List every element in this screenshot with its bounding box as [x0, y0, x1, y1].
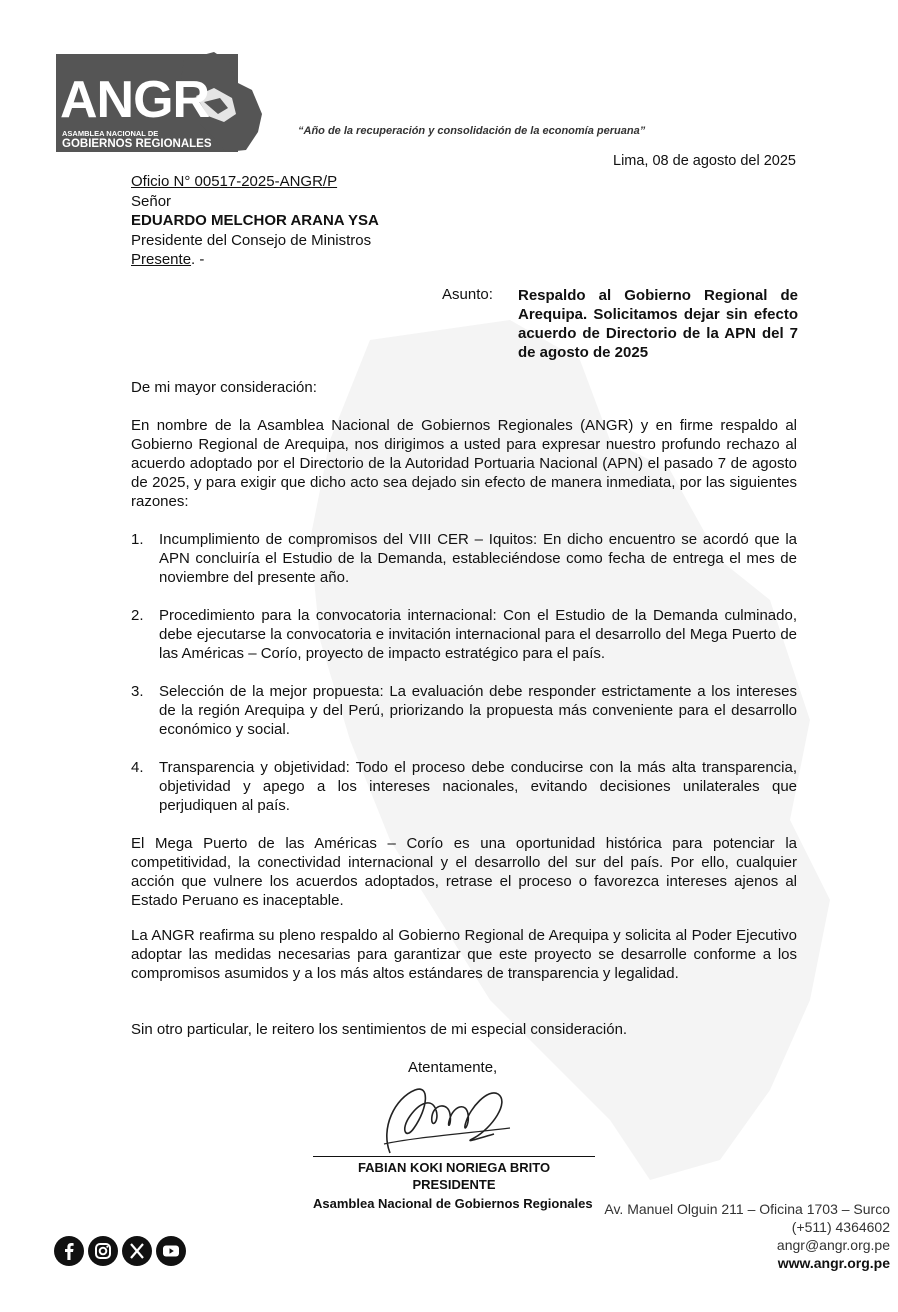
logo-subtitle-line1: ASAMBLEA NACIONAL DE — [62, 129, 159, 138]
reason-text: Incumplimiento de compromisos del VIII CER – Iquitos: En dicho encuentro se acordó que la APN concluiría el Estudio de la Demanda, estableciéndose como fecha de entrega el mes de noviembre del presente año. — [159, 531, 797, 586]
addressee-name: EDUARDO MELCHOR ARANA YSA — [131, 212, 379, 229]
angr-logo — [56, 52, 256, 154]
footer-phone: (+511) 4364602 — [791, 1219, 890, 1235]
signer-organization: Asamblea Nacional de Gobiernos Regionales — [313, 1196, 593, 1211]
presente-suffix: . - — [191, 251, 205, 268]
reason-number: 1. — [131, 531, 144, 548]
footer-email[interactable]: angr@angr.org.pe — [776, 1237, 890, 1253]
addressee-position: Presidente del Consejo de Ministros — [131, 231, 372, 249]
year-motto: “Año de la recuperación y consolidación de la economía peruana” — [298, 125, 646, 137]
closing-text: Atentamente, — [408, 1059, 498, 1076]
presente-word: Presente — [131, 251, 192, 268]
signer-name: FABIAN KOKI NORIEGA BRITO — [357, 1160, 551, 1175]
footer-website[interactable]: www.angr.org.pe — [777, 1255, 890, 1271]
footer-address: Av. Manuel Olguin 211 – Oficina 1703 – Surco — [604, 1201, 890, 1217]
logo-acronym: ANGR — [60, 71, 210, 129]
reason-number: 4. — [131, 759, 144, 776]
reason-text: Transparencia y objetividad: Todo el proceso debe conducirse con la más alta transparencia, objetividad y apego a los intereses nacionales, evitando decisiones unilaterales que perjudiquen al país. — [159, 759, 797, 814]
signature-line — [313, 1156, 595, 1157]
salutation: Señor — [131, 192, 172, 210]
farewell-paragraph: Sin otro particular, le reitero los sentimientos de mi especial consideración. — [131, 1021, 628, 1038]
subject-label: Asunto: — [442, 286, 493, 303]
greeting: De mi mayor consideración: — [131, 379, 317, 396]
reason-text: Selección de la mejor propuesta: La evaluación debe responder estrictamente a los intereses de la región Arequipa y del Perú, priorizando la propuesta más conveniente para el desarrollo económico y social. — [159, 683, 797, 738]
signer-title: PRESIDENTE — [412, 1177, 496, 1192]
date-line: Lima, 08 de agosto del 2025 — [613, 153, 796, 169]
addressee-block — [131, 172, 379, 270]
facebook-icon[interactable] — [54, 1236, 84, 1266]
oficio-number: Oficio N° 00517-2025-ANGR/P — [131, 173, 338, 190]
instagram-icon[interactable] — [88, 1236, 118, 1266]
x-icon[interactable] — [122, 1236, 152, 1266]
reason-number: 3. — [131, 683, 144, 700]
presente-line — [131, 250, 379, 270]
reason-number: 2. — [131, 607, 144, 624]
reaffirm-paragraph: La ANGR reafirma su pleno respaldo al Gobierno Regional de Arequipa y solicita al Poder Ejecutivo adoptar las medidas necesarias para garantizar que este proyecto se desarrolle conforme a los compromisos asumidos y a los más altos estándares de transparencia y legalidad. — [131, 927, 797, 982]
intro-paragraph: En nombre de la Asamblea Nacional de Gobiernos Regionales (ANGR) y en firme respaldo al Gobierno Regional de Arequipa, nos dirigimos a usted para expresar nuestro profundo rechazo al acuerdo adoptado por el Directorio de la Autoridad Portuaria Nacional (APN) el pasado 7 de agosto de 2025, y para exigir que dicho acto sea dejado sin efecto de manera inmediata, por las siguientes razones: — [131, 417, 797, 510]
mega-puerto-paragraph: El Mega Puerto de las Américas – Corío es una oportunidad histórica para potenciar la competitividad, la conectividad internacional y el desarrollo del sur del país. Por ello, cualquier acción que vulnere los acuerdos adoptados, retrase el proceso o favorezca intereses ajenos al Estado Peruano es inaceptable. — [131, 835, 797, 909]
footer-contact — [604, 1200, 890, 1272]
subject-text: Respaldo al Gobierno Regional de Arequipa. Solicitamos dejar sin efecto acuerdo de Directorio de la APN del 7 de agosto de 2025 — [518, 287, 798, 361]
reason-text: Procedimiento para la convocatoria internacional: Con el Estudio de la Demanda culminado, debe ejecutarse la convocatoria e invitación internacional para el desarrollo del Mega Puerto de las Américas – Corío, proyecto de impacto estratégico para el país. — [159, 607, 797, 662]
youtube-icon[interactable] — [156, 1236, 186, 1266]
handwritten-signature — [370, 1068, 520, 1158]
logo-subtitle-line2: GOBIERNOS REGIONALES — [62, 138, 212, 150]
